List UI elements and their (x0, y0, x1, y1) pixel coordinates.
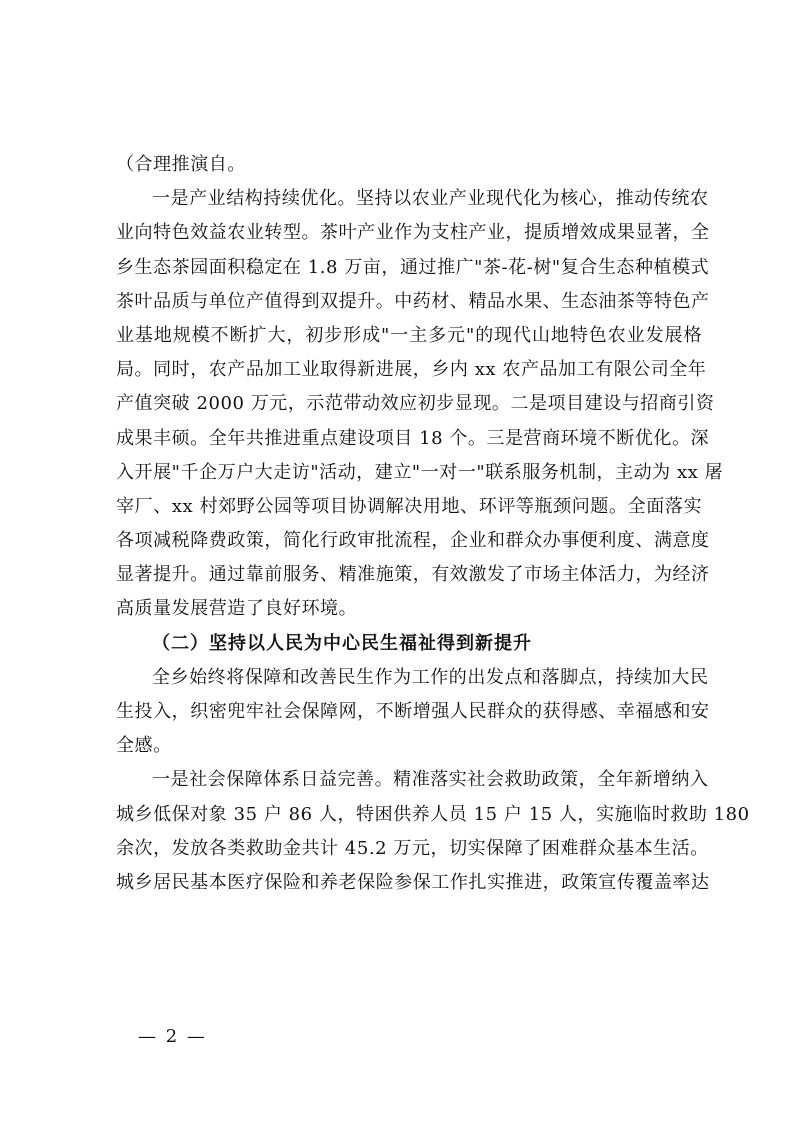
paragraph-line: 高质量发展营造了良好环境。 (116, 598, 358, 620)
paragraph-line: 局。同时，农产品加工业取得新进展，乡内 xx 农产品加工有限公司全年 (116, 359, 707, 381)
paragraph-line: 各项减税降费政策，简化行政审批流程，企业和群众办事便利度、满意度 (116, 530, 710, 552)
section-heading: （二）坚持以人民为中心民生福祉得到新提升 (152, 632, 532, 654)
paragraph-line: 乡生态茶园面积稳定在 1.8 万亩，通过推广"茶-花-树"复合生态种植模式 (116, 256, 710, 278)
paragraph-line: 余次，发放各类救助金共计 45.2 万元，切实保障了困难群众基本生活。 (116, 837, 709, 859)
paragraph-line: 成果丰硕。全年共推进重点建设项目 18 个。三是营商环境不断优化。深 (116, 427, 710, 449)
paragraph-line: 一是产业结构持续优化。坚持以农业产业现代化为核心，推动传统农 (152, 188, 709, 210)
paragraph-line: 城乡低保对象 35 户 86 人，特困供养人员 15 户 15 人，实施临时救助 180 (116, 803, 750, 825)
paragraph-line: 入开展"千企万户大走访"活动，建立"一对一"联系服务机制，主动为 xx 屠 (116, 461, 724, 483)
page-number: — 2 — (138, 1026, 207, 1047)
paragraph-line: 业基地规模不断扩大，初步形成"一主多元"的现代山地特色农业发展格 (116, 324, 702, 346)
paragraph-line: （合理推演自。 (116, 154, 246, 175)
paragraph-line: 宰厂、xx 村郊野公园等项目协调解决用地、环评等瓶颈问题。全面落实 (116, 495, 702, 517)
paragraph-line: 全感。 (116, 735, 172, 757)
body-text (116, 148, 750, 900)
paragraph-line: 生投入，织密兜牢社会保障网，不断增强人民群众的获得感、幸福感和安 (116, 701, 710, 722)
paragraph-line: 产值突破 2000 万元，示范带动效应初步显现。二是项目建设与招商引资 (116, 393, 715, 415)
paragraph-line: 显著提升。通过靠前服务、精准施策，有效激发了市场主体活力，为经济 (116, 564, 710, 586)
paragraph-line: 茶叶品质与单位产值得到双提升。中药材、精品水果、生态油茶等特色产 (116, 290, 710, 312)
paragraph-line: 城乡居民基本医疗保险和养老保险参保工作扎实推进，政策宣传覆盖率达 (116, 871, 710, 893)
paragraph-line: 业向特色效益农业转型。茶叶产业作为支柱产业，提质增效成果显著，全 (116, 222, 710, 244)
paragraph-line: 一是社会保障体系日益完善。精准落实社会救助政策，全年新增纳入 (152, 769, 709, 791)
paragraph-line: 全乡始终将保障和改善民生作为工作的出发点和落脚点，持续加大民 (152, 666, 709, 688)
